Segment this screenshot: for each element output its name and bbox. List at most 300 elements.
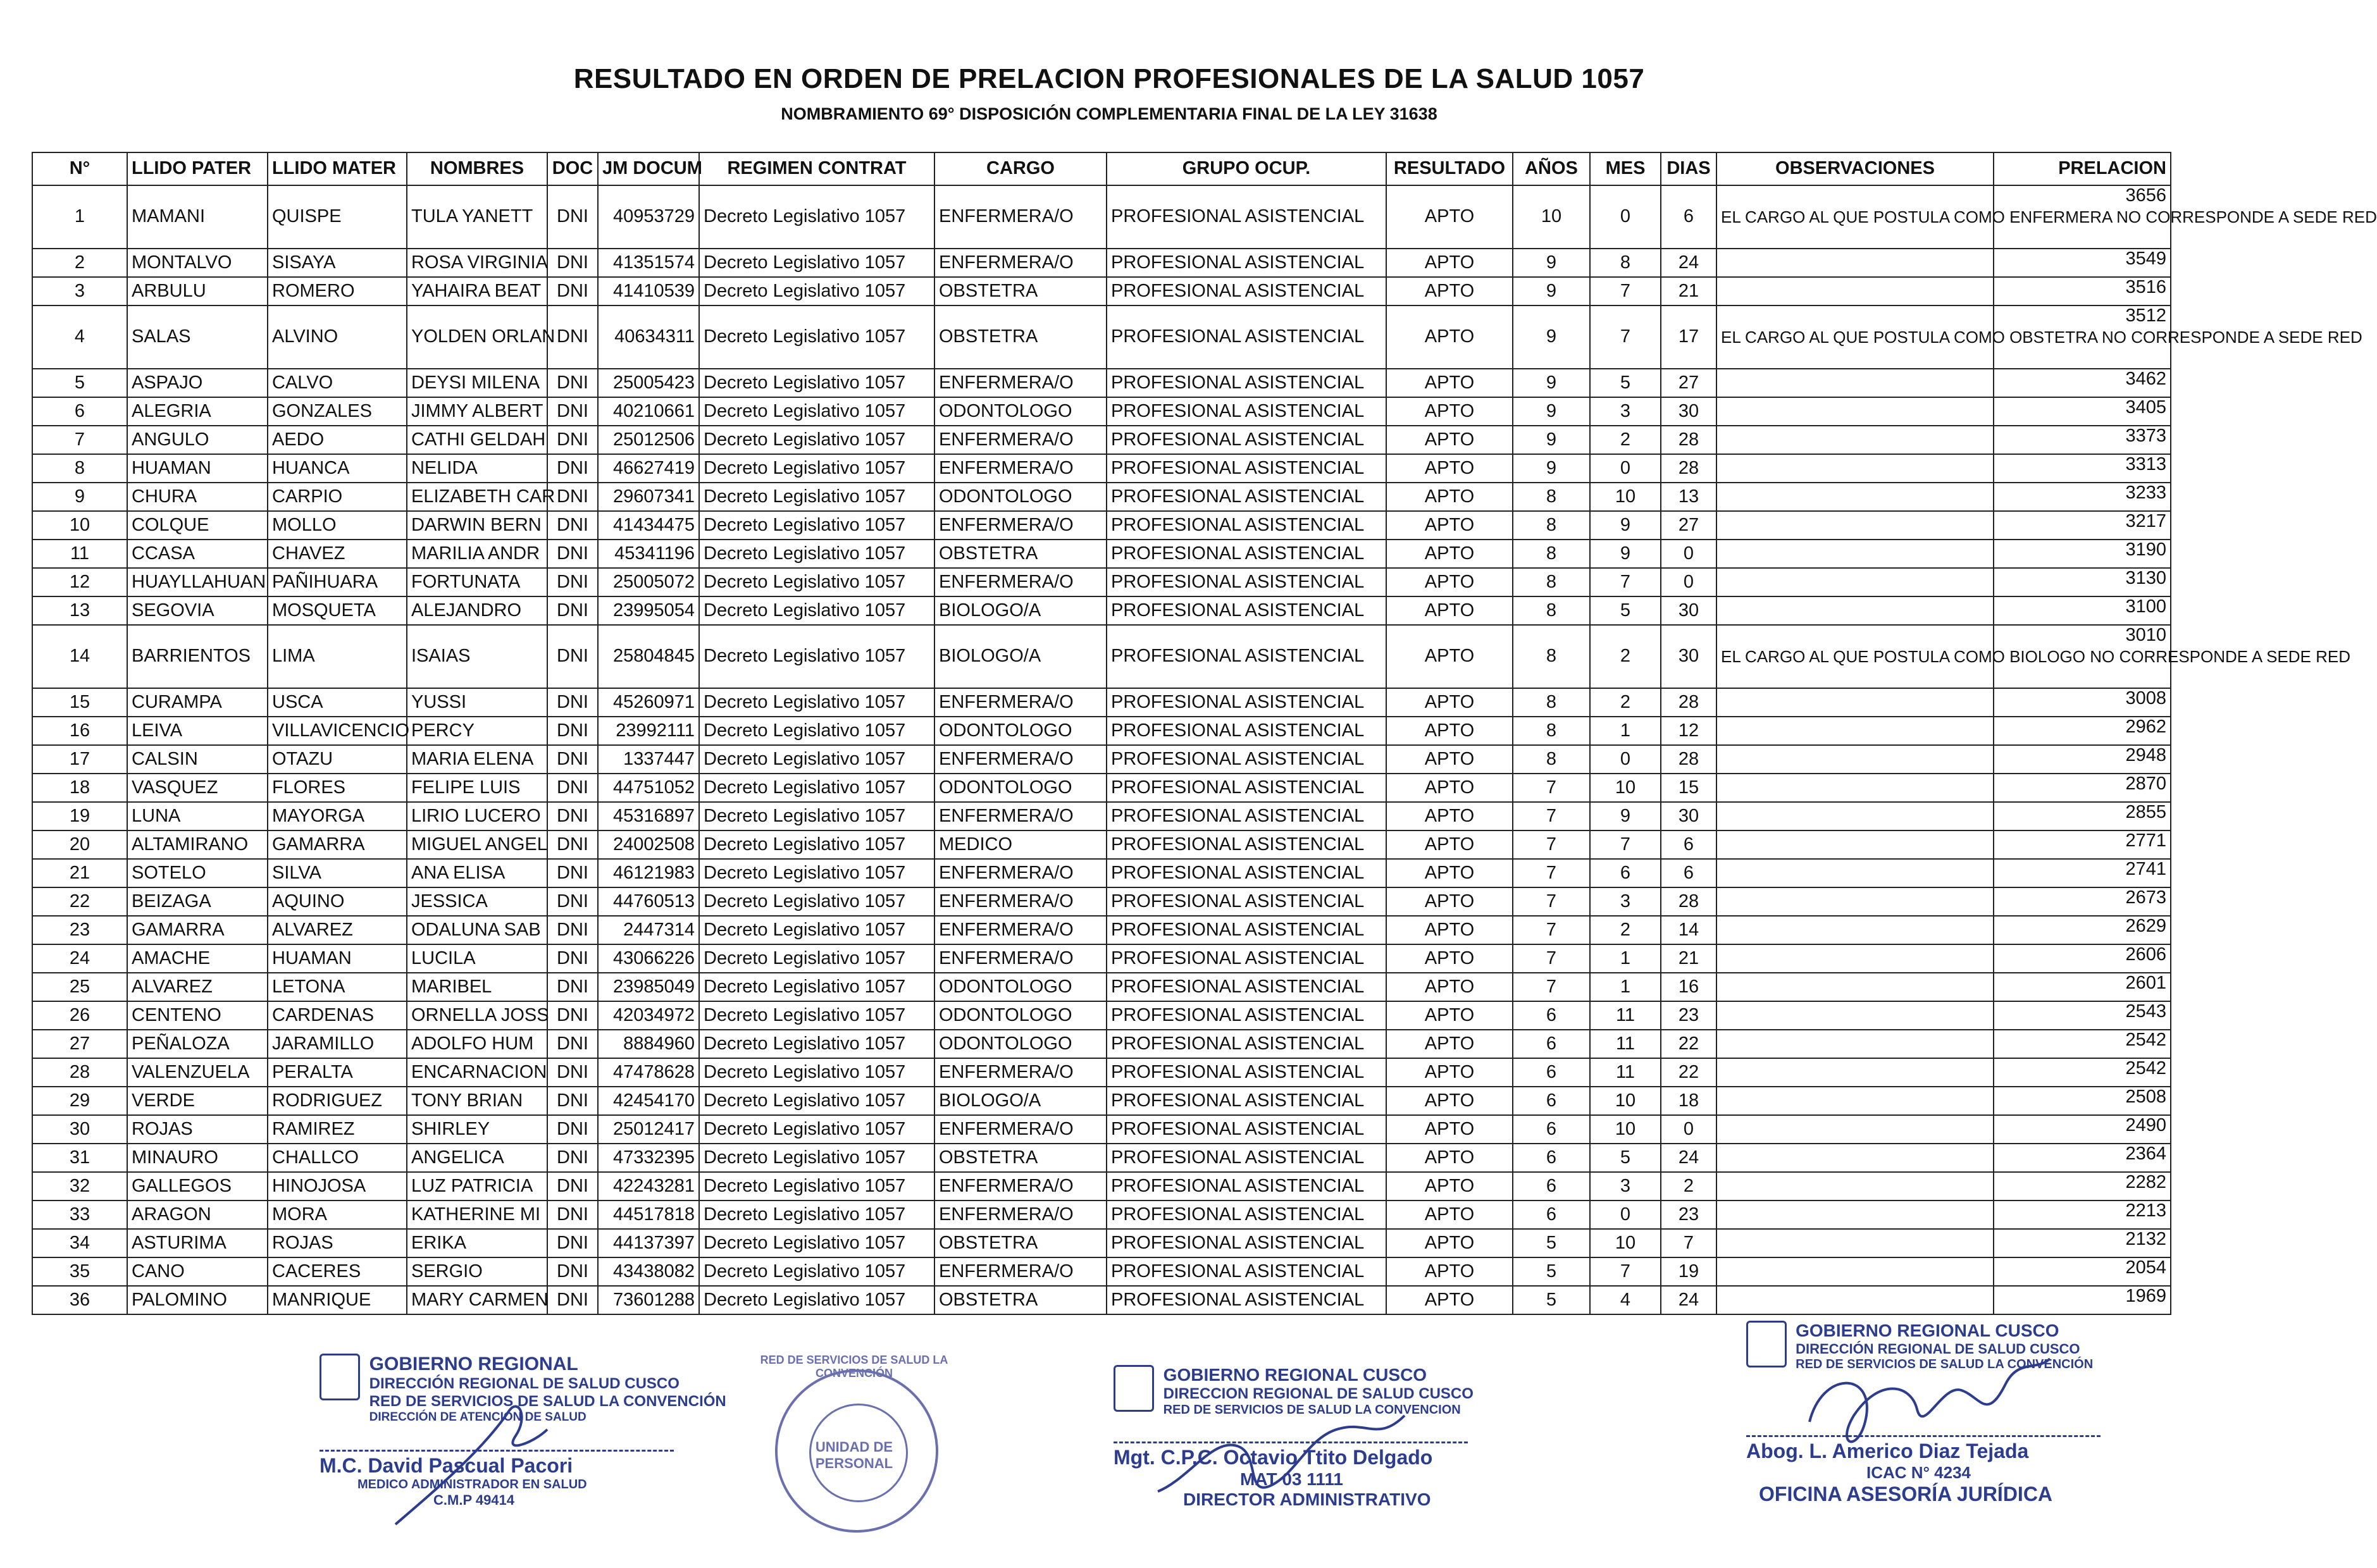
cell-grupo-ocupacional: PROFESIONAL ASISTENCIAL (1107, 306, 1386, 369)
cell-prelacion: 2490 (1994, 1115, 2171, 1144)
cell-apellido-materno: CARPIO (268, 483, 407, 511)
cell-apellido-materno: MORA (268, 1201, 407, 1229)
cell-prelacion: 2282 (1994, 1172, 2171, 1201)
cell-doc-type: DNI (547, 859, 598, 887)
cell-num-documento: 23992111 (598, 717, 699, 745)
cell-doc-type: DNI (547, 369, 598, 397)
cell-prelacion: 3373 (1994, 426, 2171, 454)
cell-cargo: ENFERMERA/O (934, 185, 1107, 249)
cell-cargo: ODONTOLOGO (934, 483, 1107, 511)
cell-resultado: APTO (1386, 426, 1513, 454)
cell-dias: 13 (1661, 483, 1716, 511)
cell-doc-type: DNI (547, 306, 598, 369)
cell-nombres: SERGIO (407, 1257, 547, 1286)
cell-doc-type: DNI (547, 944, 598, 973)
cell-dias: 22 (1661, 1030, 1716, 1058)
cell-anos: 8 (1513, 483, 1590, 511)
cell-mes: 10 (1590, 1115, 1661, 1144)
cell-resultado: APTO (1386, 306, 1513, 369)
cell-mes: 8 (1590, 249, 1661, 277)
document-title: RESULTADO EN ORDEN DE PRELACION PROFESIONALES DE LA SALUD 1057 (573, 63, 1645, 94)
cell-apellido-paterno: VALENZUELA (127, 1058, 268, 1087)
cell-mes: 2 (1590, 426, 1661, 454)
table-row (32, 1058, 2171, 1087)
cell-mes: 0 (1590, 454, 1661, 483)
cell-prelacion: 3549 (1994, 249, 2171, 277)
cell-apellido-paterno: CALSIN (127, 745, 268, 774)
cell-anos: 7 (1513, 774, 1590, 802)
cell-dias: 7 (1661, 1229, 1716, 1257)
cell-row-number: 29 (32, 1087, 127, 1115)
cell-apellido-paterno: CANO (127, 1257, 268, 1286)
table-row (32, 1172, 2171, 1201)
cell-row-number: 7 (32, 426, 127, 454)
cell-row-number: 6 (32, 397, 127, 426)
stamp-direccion-atencion (320, 1354, 726, 1509)
col-header-mes: MES (1590, 152, 1661, 185)
signer-name: Abog. L. Americo Diaz Tejada (1746, 1440, 2029, 1462)
cell-prelacion: 2542 (1994, 1030, 2171, 1058)
cell-dias: 28 (1661, 887, 1716, 916)
cell-num-documento: 2447314 (598, 916, 699, 944)
cell-dias: 24 (1661, 249, 1716, 277)
cell-anos: 8 (1513, 688, 1590, 717)
cell-row-number: 25 (32, 973, 127, 1001)
stamp-line: RED DE SERVICIOS DE SALUD LA CONVENCIÓN (369, 1393, 726, 1410)
cell-apellido-materno: ROJAS (268, 1229, 407, 1257)
cell-regimen: Decreto Legislativo 1057 (699, 1257, 934, 1286)
col-header-doc: DOC (547, 152, 598, 185)
cell-num-documento: 40210661 (598, 397, 699, 426)
table-row (32, 397, 2171, 426)
cell-regimen: Decreto Legislativo 1057 (699, 745, 934, 774)
signer-role: DIRECTOR ADMINISTRATIVO (1183, 1490, 1431, 1509)
cell-cargo: ENFERMERA/O (934, 1172, 1107, 1201)
cell-num-documento: 40634311 (598, 306, 699, 369)
cell-apellido-materno: VILLAVICENCIO (268, 717, 407, 745)
cell-grupo-ocupacional: PROFESIONAL ASISTENCIAL (1107, 1058, 1386, 1087)
cell-dias: 21 (1661, 277, 1716, 306)
cell-cargo: OBSTETRA (934, 1144, 1107, 1172)
cell-cargo: ODONTOLOGO (934, 973, 1107, 1001)
cell-anos: 6 (1513, 1058, 1590, 1087)
cell-cargo: BIOLOGO/A (934, 625, 1107, 688)
cell-nombres: ENCARNACION (407, 1058, 547, 1087)
cell-row-number: 34 (32, 1229, 127, 1257)
cell-mes: 11 (1590, 1030, 1661, 1058)
cell-row-number: 26 (32, 1001, 127, 1030)
table-row (32, 688, 2171, 717)
cell-observaciones (1716, 717, 1994, 745)
cell-prelacion: 2213 (1994, 1201, 2171, 1229)
cell-row-number: 30 (32, 1115, 127, 1144)
cell-grupo-ocupacional: PROFESIONAL ASISTENCIAL (1107, 1257, 1386, 1286)
cell-num-documento: 24002508 (598, 830, 699, 859)
cell-mes: 7 (1590, 306, 1661, 369)
shield-logo-icon (320, 1354, 360, 1400)
cell-prelacion: 3190 (1994, 540, 2171, 568)
table-row (32, 916, 2171, 944)
cell-resultado: APTO (1386, 249, 1513, 277)
cell-apellido-materno: LETONA (268, 973, 407, 1001)
cell-apellido-materno: PERALTA (268, 1058, 407, 1087)
cell-apellido-materno: GAMARRA (268, 830, 407, 859)
cell-grupo-ocupacional: PROFESIONAL ASISTENCIAL (1107, 1144, 1386, 1172)
cell-apellido-materno: FLORES (268, 774, 407, 802)
cell-dias: 27 (1661, 511, 1716, 540)
cell-resultado: APTO (1386, 717, 1513, 745)
cell-nombres: ELIZABETH CAR (407, 483, 547, 511)
cell-observaciones (1716, 916, 1994, 944)
cell-anos: 5 (1513, 1257, 1590, 1286)
cell-apellido-paterno: MINAURO (127, 1144, 268, 1172)
cell-mes: 2 (1590, 625, 1661, 688)
cell-anos: 7 (1513, 973, 1590, 1001)
cell-apellido-paterno: ASTURIMA (127, 1229, 268, 1257)
cell-doc-type: DNI (547, 426, 598, 454)
cell-doc-type: DNI (547, 625, 598, 688)
cell-regimen: Decreto Legislativo 1057 (699, 802, 934, 830)
cell-regimen: Decreto Legislativo 1057 (699, 916, 934, 944)
cell-doc-type: DNI (547, 745, 598, 774)
cell-apellido-paterno: PALOMINO (127, 1286, 268, 1314)
table-row (32, 802, 2171, 830)
col-header-apellido-materno: LLIDO MATER (268, 152, 407, 185)
cell-dias: 28 (1661, 745, 1716, 774)
cell-doc-type: DNI (547, 277, 598, 306)
cell-grupo-ocupacional: PROFESIONAL ASISTENCIAL (1107, 1172, 1386, 1201)
cell-num-documento: 25012506 (598, 426, 699, 454)
cell-regimen: Decreto Legislativo 1057 (699, 1286, 934, 1314)
cell-apellido-paterno: SEGOVIA (127, 596, 268, 625)
cell-apellido-materno: HINOJOSA (268, 1172, 407, 1201)
cell-observaciones (1716, 426, 1994, 454)
cell-apellido-materno: MOLLO (268, 511, 407, 540)
cell-apellido-paterno: SOTELO (127, 859, 268, 887)
cell-apellido-paterno: ARAGON (127, 1201, 268, 1229)
cell-mes: 5 (1590, 369, 1661, 397)
cell-grupo-ocupacional: PROFESIONAL ASISTENCIAL (1107, 483, 1386, 511)
cell-observaciones (1716, 1257, 1994, 1286)
cell-dias: 12 (1661, 717, 1716, 745)
cell-row-number: 15 (32, 688, 127, 717)
cell-doc-type: DNI (547, 596, 598, 625)
signer-registration: ICAC N° 4234 (1866, 1463, 1971, 1482)
cell-observaciones (1716, 596, 1994, 625)
stamp-line: DIRECCIÓN REGIONAL DE SALUD CUSCO (1796, 1341, 2080, 1357)
cell-row-number: 22 (32, 887, 127, 916)
cell-dias: 15 (1661, 774, 1716, 802)
cell-prelacion: 3233 (1994, 483, 2171, 511)
cell-anos: 6 (1513, 1001, 1590, 1030)
cell-num-documento: 43438082 (598, 1257, 699, 1286)
cell-dias: 0 (1661, 568, 1716, 596)
cell-doc-type: DNI (547, 1201, 598, 1229)
cell-cargo: ENFERMERA/O (934, 426, 1107, 454)
cell-observaciones (1716, 1115, 1994, 1144)
cell-row-number: 28 (32, 1058, 127, 1087)
cell-cargo: OBSTETRA (934, 1229, 1107, 1257)
table-row (32, 1001, 2171, 1030)
col-header-grupo-ocup: GRUPO OCUP. (1107, 152, 1386, 185)
cell-num-documento: 44517818 (598, 1201, 699, 1229)
cell-regimen: Decreto Legislativo 1057 (699, 1030, 934, 1058)
cell-dias: 17 (1661, 306, 1716, 369)
cell-nombres: JIMMY ALBERT (407, 397, 547, 426)
cell-grupo-ocupacional: PROFESIONAL ASISTENCIAL (1107, 1229, 1386, 1257)
cell-nombres: LUCILA (407, 944, 547, 973)
cell-mes: 10 (1590, 483, 1661, 511)
cell-resultado: APTO (1386, 887, 1513, 916)
signer-name: Mgt. C.P.C. Octavio Ttito Delgado (1114, 1446, 1433, 1469)
cell-apellido-paterno: AMACHE (127, 944, 268, 973)
cell-anos: 6 (1513, 1087, 1590, 1115)
cell-dias: 23 (1661, 1001, 1716, 1030)
cell-apellido-materno: MANRIQUE (268, 1286, 407, 1314)
col-header-prelacion: PRELACION (1994, 152, 2171, 185)
cell-anos: 8 (1513, 540, 1590, 568)
cell-observaciones (1716, 1030, 1994, 1058)
cell-observaciones (1716, 688, 1994, 717)
cell-num-documento: 43066226 (598, 944, 699, 973)
cell-num-documento: 45260971 (598, 688, 699, 717)
cell-doc-type: DNI (547, 540, 598, 568)
cell-cargo: ENFERMERA/O (934, 802, 1107, 830)
stamp-line: RED DE SERVICIOS DE SALUD LA CONVENCIÓN (1796, 1357, 2094, 1371)
cell-prelacion: 2542 (1994, 1058, 2171, 1087)
cell-apellido-materno: PAÑIHUARA (268, 568, 407, 596)
cell-resultado: APTO (1386, 1144, 1513, 1172)
cell-observaciones (1716, 830, 1994, 859)
cell-prelacion: 2673 (1994, 887, 2171, 916)
cell-regimen: Decreto Legislativo 1057 (699, 369, 934, 397)
cell-doc-type: DNI (547, 1030, 598, 1058)
cell-cargo: MEDICO (934, 830, 1107, 859)
cell-grupo-ocupacional: PROFESIONAL ASISTENCIAL (1107, 277, 1386, 306)
cell-cargo: OBSTETRA (934, 1286, 1107, 1314)
cell-resultado: APTO (1386, 944, 1513, 973)
cell-doc-type: DNI (547, 511, 598, 540)
cell-observaciones (1716, 802, 1994, 830)
cell-prelacion: 2601 (1994, 973, 2171, 1001)
cell-doc-type: DNI (547, 774, 598, 802)
cell-row-number: 17 (32, 745, 127, 774)
cell-regimen: Decreto Legislativo 1057 (699, 306, 934, 369)
table-row (32, 306, 2171, 369)
cell-doc-type: DNI (547, 1001, 598, 1030)
cell-row-number: 9 (32, 483, 127, 511)
cell-anos: 6 (1513, 1030, 1590, 1058)
signature-scribble-icon (383, 1392, 573, 1531)
cell-regimen: Decreto Legislativo 1057 (699, 1001, 934, 1030)
cell-resultado: APTO (1386, 596, 1513, 625)
cell-row-number: 14 (32, 625, 127, 688)
cell-cargo: ODONTOLOGO (934, 397, 1107, 426)
cell-grupo-ocupacional: PROFESIONAL ASISTENCIAL (1107, 511, 1386, 540)
col-header-regimen: REGIMEN CONTRAT (699, 152, 934, 185)
cell-observaciones (1716, 483, 1994, 511)
cell-dias: 28 (1661, 426, 1716, 454)
cell-nombres: ANA ELISA (407, 859, 547, 887)
cell-mes: 1 (1590, 944, 1661, 973)
table-row (32, 1257, 2171, 1286)
stamp-line: DIRECCIÓN DE ATENCIÓN DE SALUD (369, 1411, 586, 1424)
cell-mes: 2 (1590, 916, 1661, 944)
col-header-cargo: CARGO (934, 152, 1107, 185)
cell-apellido-materno: HUANCA (268, 454, 407, 483)
cell-apellido-paterno: VASQUEZ (127, 774, 268, 802)
cell-regimen: Decreto Legislativo 1057 (699, 1172, 934, 1201)
table-row (32, 369, 2171, 397)
cell-apellido-materno: RAMIREZ (268, 1115, 407, 1144)
seal-ring-text: RED DE SERVICIOS DE SALUD LA CONVENCIÓN (760, 1354, 948, 1380)
cell-mes: 10 (1590, 1087, 1661, 1115)
cell-nombres: TONY BRIAN (407, 1087, 547, 1115)
signer-registration: C.M.P 49414 (433, 1492, 515, 1508)
cell-observaciones (1716, 511, 1994, 540)
cell-row-number: 2 (32, 249, 127, 277)
cell-regimen: Decreto Legislativo 1057 (699, 454, 934, 483)
cell-resultado: APTO (1386, 745, 1513, 774)
cell-num-documento: 25005423 (598, 369, 699, 397)
cell-nombres: DARWIN BERN (407, 511, 547, 540)
cell-num-documento: 42034972 (598, 1001, 699, 1030)
cell-observaciones (1716, 1172, 1994, 1201)
cell-row-number: 24 (32, 944, 127, 973)
cell-nombres: MARIBEL (407, 973, 547, 1001)
cell-grupo-ocupacional: PROFESIONAL ASISTENCIAL (1107, 568, 1386, 596)
cell-nombres: YUSSI (407, 688, 547, 717)
stamp-line: GOBIERNO REGIONAL (369, 1354, 578, 1374)
cell-regimen: Decreto Legislativo 1057 (699, 1087, 934, 1115)
signature-scribble-icon (1797, 1346, 2063, 1472)
cell-observaciones (1716, 540, 1994, 568)
col-header-nombres: NOMBRES (407, 152, 547, 185)
cell-apellido-paterno: ALVAREZ (127, 973, 268, 1001)
cell-anos: 6 (1513, 1144, 1590, 1172)
cell-row-number: 4 (32, 306, 127, 369)
cell-grupo-ocupacional: PROFESIONAL ASISTENCIAL (1107, 1115, 1386, 1144)
cell-grupo-ocupacional: PROFESIONAL ASISTENCIAL (1107, 688, 1386, 717)
cell-resultado: APTO (1386, 397, 1513, 426)
cell-regimen: Decreto Legislativo 1057 (699, 426, 934, 454)
cell-grupo-ocupacional: PROFESIONAL ASISTENCIAL (1107, 249, 1386, 277)
cell-apellido-materno: AEDO (268, 426, 407, 454)
cell-apellido-materno: OTAZU (268, 745, 407, 774)
table-row (32, 887, 2171, 916)
cell-mes: 10 (1590, 1229, 1661, 1257)
cell-regimen: Decreto Legislativo 1057 (699, 1058, 934, 1087)
cell-dias: 30 (1661, 596, 1716, 625)
table-row (32, 249, 2171, 277)
cell-num-documento: 46627419 (598, 454, 699, 483)
cell-row-number: 35 (32, 1257, 127, 1286)
cell-num-documento: 41410539 (598, 277, 699, 306)
cell-doc-type: DNI (547, 688, 598, 717)
cell-nombres: ODALUNA SAB (407, 916, 547, 944)
cell-anos: 8 (1513, 511, 1590, 540)
cell-resultado: APTO (1386, 1286, 1513, 1314)
stamp-line: DIRECCIÓN REGIONAL DE SALUD CUSCO (369, 1375, 680, 1392)
cell-resultado: APTO (1386, 1257, 1513, 1286)
cell-prelacion: 3516 (1994, 277, 2171, 306)
cell-apellido-paterno: BEIZAGA (127, 887, 268, 916)
cell-nombres: SHIRLEY (407, 1115, 547, 1144)
cell-nombres: MARY CARMEN (407, 1286, 547, 1314)
cell-mes: 7 (1590, 830, 1661, 859)
cell-cargo: ENFERMERA/O (934, 944, 1107, 973)
cell-prelacion: 3512 (1994, 306, 2171, 369)
cell-apellido-materno: AQUINO (268, 887, 407, 916)
cell-anos: 7 (1513, 887, 1590, 916)
cell-regimen: Decreto Legislativo 1057 (699, 717, 934, 745)
cell-nombres: ROSA VIRGINIA (407, 249, 547, 277)
cell-prelacion: 3405 (1994, 397, 2171, 426)
cell-doc-type: DNI (547, 1058, 598, 1087)
cell-observaciones (1716, 944, 1994, 973)
cell-cargo: ENFERMERA/O (934, 454, 1107, 483)
cell-row-number: 27 (32, 1030, 127, 1058)
cell-cargo: ENFERMERA/O (934, 688, 1107, 717)
cell-num-documento: 23985049 (598, 973, 699, 1001)
cell-anos: 6 (1513, 1172, 1590, 1201)
cell-nombres: LIRIO LUCERO (407, 802, 547, 830)
cell-observaciones (1716, 397, 1994, 426)
col-header-observaciones: OBSERVACIONES (1716, 152, 1994, 185)
cell-regimen: Decreto Legislativo 1057 (699, 1115, 934, 1144)
cell-regimen: Decreto Legislativo 1057 (699, 973, 934, 1001)
table-header-row (32, 152, 2171, 185)
cell-grupo-ocupacional: PROFESIONAL ASISTENCIAL (1107, 916, 1386, 944)
cell-resultado: APTO (1386, 1087, 1513, 1115)
table-row (32, 1144, 2171, 1172)
cell-apellido-paterno: ALEGRIA (127, 397, 268, 426)
cell-cargo: ENFERMERA/O (934, 511, 1107, 540)
cell-apellido-paterno: GAMARRA (127, 916, 268, 944)
cell-prelacion: 3656 (1994, 185, 2171, 249)
cell-anos: 9 (1513, 277, 1590, 306)
cell-anos: 8 (1513, 717, 1590, 745)
cell-dias: 18 (1661, 1087, 1716, 1115)
cell-regimen: Decreto Legislativo 1057 (699, 568, 934, 596)
cell-dias: 24 (1661, 1144, 1716, 1172)
col-header-num-documento: JM DOCUM (598, 152, 699, 185)
cell-num-documento: 73601288 (598, 1286, 699, 1314)
cell-mes: 7 (1590, 568, 1661, 596)
cell-row-number: 10 (32, 511, 127, 540)
cell-regimen: Decreto Legislativo 1057 (699, 1229, 934, 1257)
signature-scribble-icon (1151, 1397, 1417, 1523)
cell-observaciones: EL CARGO AL QUE POSTULA COMO ENFERMERA NO CORRESPONDE A SEDE RED (1716, 185, 1994, 249)
cell-apellido-materno: CHAVEZ (268, 540, 407, 568)
cell-observaciones (1716, 1201, 1994, 1229)
cell-num-documento: 44751052 (598, 774, 699, 802)
cell-dias: 16 (1661, 973, 1716, 1001)
table-row (32, 277, 2171, 306)
cell-mes: 0 (1590, 185, 1661, 249)
cell-nombres: NELIDA (407, 454, 547, 483)
table-row (32, 1115, 2171, 1144)
stamp-line: GOBIERNO REGIONAL CUSCO (1163, 1365, 1427, 1385)
cell-cargo: ODONTOLOGO (934, 1030, 1107, 1058)
cell-anos: 9 (1513, 249, 1590, 277)
cell-apellido-materno: ALVAREZ (268, 916, 407, 944)
col-header-anos: AÑOS (1513, 152, 1590, 185)
cell-resultado: APTO (1386, 1001, 1513, 1030)
cell-resultado: APTO (1386, 369, 1513, 397)
cell-apellido-paterno: SALAS (127, 306, 268, 369)
cell-prelacion: 2629 (1994, 916, 2171, 944)
